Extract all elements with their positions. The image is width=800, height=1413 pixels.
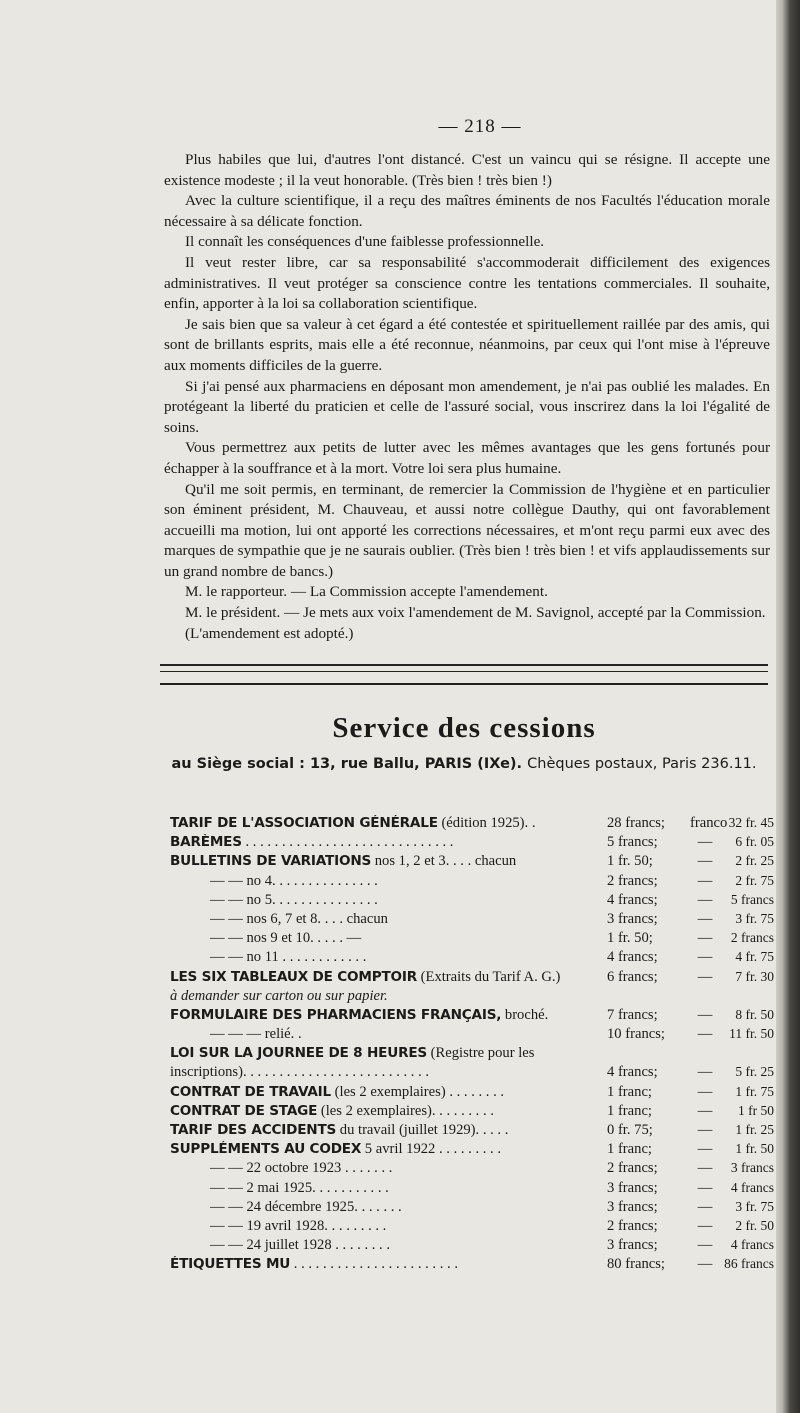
tariff-item-detail: — — no 4. . . . . . . . . . . . . . . bbox=[210, 872, 378, 889]
tariff-item-name: BARÈMES bbox=[170, 834, 242, 851]
tariff-dash: — bbox=[697, 1141, 713, 1158]
tariff-row bbox=[170, 911, 774, 930]
tariff-dash: — bbox=[697, 930, 713, 947]
tariff-price: 7 francs; bbox=[607, 1006, 658, 1023]
tariff-dash: franco bbox=[690, 815, 728, 831]
tariff-item-detail: — — 24 décembre 1925. . . . . . . bbox=[210, 1198, 402, 1215]
tariff-franco: 1 fr. 75 bbox=[735, 1083, 774, 1099]
tariff-price: 1 franc; bbox=[607, 1102, 652, 1119]
tariff-dash: — bbox=[697, 1198, 713, 1215]
tariff-table bbox=[170, 815, 774, 1276]
tariff-price: 2 francs; bbox=[607, 1217, 658, 1234]
tariff-franco: 1 fr. 25 bbox=[735, 1122, 774, 1137]
tariff-row bbox=[170, 1122, 774, 1141]
tariff-item bbox=[170, 1256, 600, 1273]
tariff-dash: — bbox=[697, 949, 713, 966]
tariff-price: 0 fr. 75; bbox=[607, 1122, 653, 1138]
tariff-price: 3 francs; bbox=[607, 910, 658, 927]
tariff-price: 3 francs; bbox=[607, 1237, 658, 1254]
tariff-dash: — bbox=[697, 834, 713, 851]
paragraph: Il connaît les conséquences d'une faiblesse professionnelle. bbox=[185, 233, 545, 251]
tariff-row bbox=[170, 1103, 774, 1122]
tariff-row bbox=[170, 969, 774, 988]
tariff-price: 1 fr. 50; bbox=[607, 930, 653, 947]
tariff-dash: — bbox=[697, 1122, 713, 1138]
tariff-price: 5 francs; bbox=[607, 834, 658, 851]
tariff-item-name: FORMULAIRE DES PHARMACIENS FRANÇAIS, bbox=[170, 1006, 502, 1023]
tariff-item-name: BULLETINS DE VARIATIONS bbox=[170, 853, 372, 870]
paragraph: M. le président. — Je mets aux voix l'amendement de M. Savignol, accepté par la Commission. bbox=[185, 604, 766, 622]
tariff-item bbox=[170, 930, 640, 947]
tariff-item-name: CONTRAT DE TRAVAIL bbox=[170, 1083, 331, 1100]
tariff-row bbox=[170, 892, 774, 911]
tariff-row bbox=[170, 1045, 774, 1064]
subtitle-address: au Siège social : 13, rue Ballu, PARIS (IXe). bbox=[171, 756, 523, 772]
tariff-item-name: LOI SUR LA JOURNEE DE 8 HEURES bbox=[170, 1045, 428, 1062]
tariff-franco: 3 francs bbox=[730, 1160, 774, 1176]
separator-rule bbox=[160, 683, 768, 685]
paragraph: Si j'ai pensé aux pharmaciens en déposant mon amendement, je n'ai pas oublié les malades. En protégeant la liberté du praticien et celle de l'assuré social, vous inscrirez dans la loi l'égalité de soins. bbox=[164, 377, 770, 436]
tariff-dash: — bbox=[697, 1256, 713, 1273]
tariff-franco: 5 fr. 25 bbox=[735, 1064, 774, 1080]
tariff-item bbox=[170, 892, 640, 909]
tariff-row bbox=[170, 949, 774, 968]
tariff-item-detail: — — nos 6, 7 et 8. . . . chacun bbox=[210, 910, 388, 927]
tariff-item-name: CONTRAT DE STAGE bbox=[170, 1102, 318, 1119]
tariff-franco: 2 fr. 50 bbox=[735, 1217, 774, 1233]
tariff-dash: — bbox=[697, 853, 713, 870]
tariff-item-detail: . . . . . . . . . . . . . . . . . . . . . . . . . . . . . bbox=[241, 834, 454, 851]
tariff-price: 1 franc; bbox=[607, 1083, 652, 1100]
tariff-franco: 4 fr. 75 bbox=[735, 949, 774, 965]
tariff-franco: 7 fr. 30 bbox=[735, 968, 774, 984]
tariff-row bbox=[170, 1007, 774, 1026]
tariff-franco: 4 francs bbox=[730, 1179, 774, 1195]
tariff-row bbox=[170, 815, 774, 834]
tariff-item-detail: 5 avril 1922 . . . . . . . . . bbox=[361, 1141, 502, 1158]
tariff-item bbox=[170, 969, 600, 986]
tariff-row bbox=[170, 834, 774, 853]
paragraph: Vous permettrez aux petits de lutter avec les mêmes avantages que les gens fortunés pour échapper à la souffrance et à la mort. Votre loi sera plus humaine. bbox=[164, 439, 770, 477]
tariff-dash: — bbox=[697, 1026, 713, 1043]
tariff-row bbox=[170, 988, 774, 1007]
tariff-item-detail: — — — relié. . bbox=[210, 1026, 302, 1043]
tariff-item-detail: (les 2 exemplaires). . . . . . . . . bbox=[317, 1102, 494, 1119]
tariff-item-detail: — — 19 avril 1928. . . . . . . . . bbox=[210, 1217, 387, 1234]
tariff-item-name: TARIF DES ACCIDENTS bbox=[170, 1122, 337, 1138]
tariff-item bbox=[170, 853, 600, 870]
tariff-dash: — bbox=[697, 1006, 713, 1023]
tariff-row bbox=[170, 1256, 774, 1275]
tariff-item-detail: nos 1, 2 et 3. . . . chacun bbox=[371, 853, 517, 870]
tariff-item-detail: — — 24 juillet 1928 . . . . . . . . bbox=[210, 1237, 390, 1254]
tariff-row bbox=[170, 1237, 774, 1256]
tariff-dash: — bbox=[697, 1102, 713, 1119]
tariff-dash: — bbox=[697, 968, 713, 985]
tariff-dash: — bbox=[697, 1160, 713, 1177]
tariff-price: 1 franc; bbox=[607, 1141, 652, 1158]
tariff-price: 28 francs; bbox=[607, 815, 665, 831]
tariff-item bbox=[170, 1160, 640, 1177]
paragraph: M. le rapporteur. — La Commission accepte l'amendement. bbox=[185, 583, 548, 601]
tariff-item-detail: (Registre pour les bbox=[427, 1045, 535, 1062]
paragraph: Qu'il me soit permis, en terminant, de remercier la Commission de l'hygiène et en particulier son éminent président, M. Chauveau, et aussi notre collègue Dauthy, qui ont favorablement accueilli ma motion, lui ont apporté les corrections nécessaires, et m'ont reçu parmi eux avec des marques de sympathie que je ne saurais oublier. (Très bien ! très bien ! et vifs applaudissements sur un grand nombre de bancs.) bbox=[164, 480, 770, 580]
tariff-item-detail: — — no 5. . . . . . . . . . . . . . . bbox=[210, 891, 378, 908]
body-text bbox=[164, 150, 770, 644]
paragraph: Je sais bien que sa valeur à cet égard a été contestée et spirituellement raillée par des amis, qui sont de brillants esprits, mais elle a été reconnue, néanmoins, par ceux qui l'ont mise à l'épreuve aux moments difficiles de la guerre. bbox=[164, 315, 770, 374]
tariff-franco: 4 francs bbox=[730, 1237, 774, 1253]
tariff-franco: 2 fr. 25 bbox=[735, 853, 774, 869]
tariff-row bbox=[170, 1180, 774, 1199]
subtitle-postal: Chèques postaux, Paris 236.11. bbox=[527, 756, 757, 772]
tariff-dash: — bbox=[697, 1217, 713, 1234]
tariff-item bbox=[170, 1007, 600, 1024]
tariff-item-detail: . . . . . . . . . . . . . . . . . . . . . . . bbox=[290, 1256, 458, 1273]
tariff-item bbox=[170, 1045, 600, 1062]
tariff-franco: 3 fr. 75 bbox=[735, 1198, 774, 1214]
tariff-item-detail: — — no 11 . . . . . . . . . . . . bbox=[210, 949, 367, 966]
tariff-item-detail: — — 2 mai 1925. . . . . . . . . . . bbox=[210, 1179, 389, 1196]
tariff-item bbox=[170, 1237, 640, 1254]
tariff-item bbox=[170, 1218, 640, 1235]
tariff-item-detail: broché. bbox=[501, 1006, 549, 1023]
tariff-item-detail: (les 2 exemplaires) . . . . . . . . bbox=[331, 1083, 505, 1100]
tariff-item bbox=[170, 1122, 600, 1139]
tariff-price: 4 francs; bbox=[607, 1064, 658, 1081]
tariff-franco: 2 fr. 75 bbox=[735, 872, 774, 888]
tariff-dash: — bbox=[697, 1237, 713, 1254]
paragraph: Il veut rester libre, car sa responsabilité s'accommoderait difficilement des exigences administratives. Il veut protéger sa conscience contre les tentations commerciales. Il souhaite, enfin, apporter à la loi sa collaboration scientifique. bbox=[164, 253, 770, 313]
section-title: Service des cessions bbox=[332, 712, 596, 744]
tariff-franco: 6 fr. 05 bbox=[735, 834, 774, 850]
tariff-price: 3 francs; bbox=[607, 1198, 658, 1215]
tariff-dash: — bbox=[697, 1083, 713, 1100]
tariff-row bbox=[170, 1218, 774, 1237]
tariff-item bbox=[170, 1084, 600, 1101]
tariff-row bbox=[170, 1064, 774, 1083]
tariff-franco: 11 fr. 50 bbox=[729, 1026, 774, 1042]
tariff-dash: — bbox=[697, 891, 713, 908]
tariff-row bbox=[170, 853, 774, 872]
tariff-row bbox=[170, 1199, 774, 1218]
tariff-item bbox=[170, 873, 640, 890]
tariff-item bbox=[170, 1064, 600, 1081]
tariff-price: 80 francs; bbox=[607, 1256, 665, 1273]
tariff-item bbox=[170, 1103, 600, 1120]
paragraph: (L'amendement est adopté.) bbox=[185, 624, 354, 642]
tariff-item-detail: — — 22 octobre 1923 . . . . . . . bbox=[210, 1160, 393, 1177]
tariff-item bbox=[170, 1026, 640, 1043]
separator-rule bbox=[160, 664, 768, 666]
tariff-item bbox=[170, 1180, 640, 1197]
separator-rule bbox=[160, 671, 768, 672]
tariff-item bbox=[170, 834, 600, 851]
tariff-item-detail: du travail (juillet 1929). . . . . bbox=[336, 1122, 509, 1138]
tariff-item bbox=[170, 815, 600, 832]
tariff-franco: 8 fr. 50 bbox=[735, 1006, 774, 1022]
tariff-row bbox=[170, 1141, 774, 1160]
tariff-price: 4 francs; bbox=[607, 949, 658, 966]
tariff-franco: 1 fr. 50 bbox=[735, 1141, 774, 1157]
tariff-item bbox=[170, 1199, 640, 1216]
tariff-item bbox=[170, 949, 640, 966]
tariff-price: 10 francs; bbox=[607, 1026, 665, 1043]
tariff-item-detail: inscriptions). . . . . . . . . . . . . . . . . . . . . . . . . . bbox=[170, 1064, 430, 1081]
tariff-item bbox=[170, 1141, 600, 1158]
page-number: — 218 — bbox=[438, 116, 522, 137]
tariff-dash: — bbox=[697, 1064, 713, 1081]
tariff-franco: 86 francs bbox=[724, 1256, 774, 1272]
book-edge bbox=[776, 0, 800, 1413]
tariff-price: 2 francs; bbox=[607, 1160, 658, 1177]
tariff-dash: — bbox=[697, 872, 713, 889]
tariff-item bbox=[170, 988, 600, 1005]
tariff-item-name: ÉTIQUETTES MU bbox=[170, 1256, 291, 1273]
tariff-item-detail: (Extraits du Tarif A. G.) bbox=[417, 968, 561, 985]
tariff-item-detail: (édition 1925). . bbox=[437, 815, 536, 831]
tariff-franco: 1 fr 50 bbox=[738, 1102, 774, 1118]
tariff-dash: — bbox=[697, 910, 713, 927]
section-subtitle bbox=[160, 756, 768, 772]
tariff-item-detail: — — nos 9 et 10. . . . . — bbox=[210, 930, 362, 947]
tariff-row bbox=[170, 1026, 774, 1045]
tariff-item-name: SUPPLÉMENTS AU CODEX bbox=[170, 1141, 362, 1158]
tariff-franco: 5 francs bbox=[730, 891, 774, 907]
tariff-price: 1 fr. 50; bbox=[607, 853, 653, 870]
tariff-row bbox=[170, 930, 774, 949]
tariff-dash: — bbox=[697, 1179, 713, 1196]
tariff-price: 6 francs; bbox=[607, 968, 658, 985]
tariff-item-detail: à demander sur carton ou sur papier. bbox=[170, 987, 388, 1004]
tariff-item bbox=[170, 911, 640, 928]
tariff-price: 4 francs; bbox=[607, 891, 658, 908]
tariff-item-name: TARIF DE L'ASSOCIATION GÉNÉRALE bbox=[170, 815, 438, 831]
tariff-item-name: LES SIX TABLEAUX DE COMPTOIR bbox=[170, 968, 418, 985]
tariff-franco: 3 fr. 75 bbox=[735, 910, 774, 926]
tariff-franco: 32 fr. 45 bbox=[728, 815, 774, 830]
paragraph: Avec la culture scientifique, il a reçu des maîtres éminents de nos Facultés l'éducation morale nécessaire à sa délicate fonction. bbox=[164, 192, 770, 230]
tariff-price: 3 francs; bbox=[607, 1179, 658, 1196]
tariff-price: 2 francs; bbox=[607, 872, 658, 889]
tariff-row bbox=[170, 1160, 774, 1179]
tariff-franco: 2 francs bbox=[730, 930, 774, 946]
tariff-row bbox=[170, 873, 774, 892]
paragraph: Plus habiles que lui, d'autres l'ont distancé. C'est un vaincu qui se résigne. Il accepte une existence modeste ; il la veut honorable. (Très bien ! très bien !) bbox=[164, 151, 770, 189]
tariff-row bbox=[170, 1084, 774, 1103]
